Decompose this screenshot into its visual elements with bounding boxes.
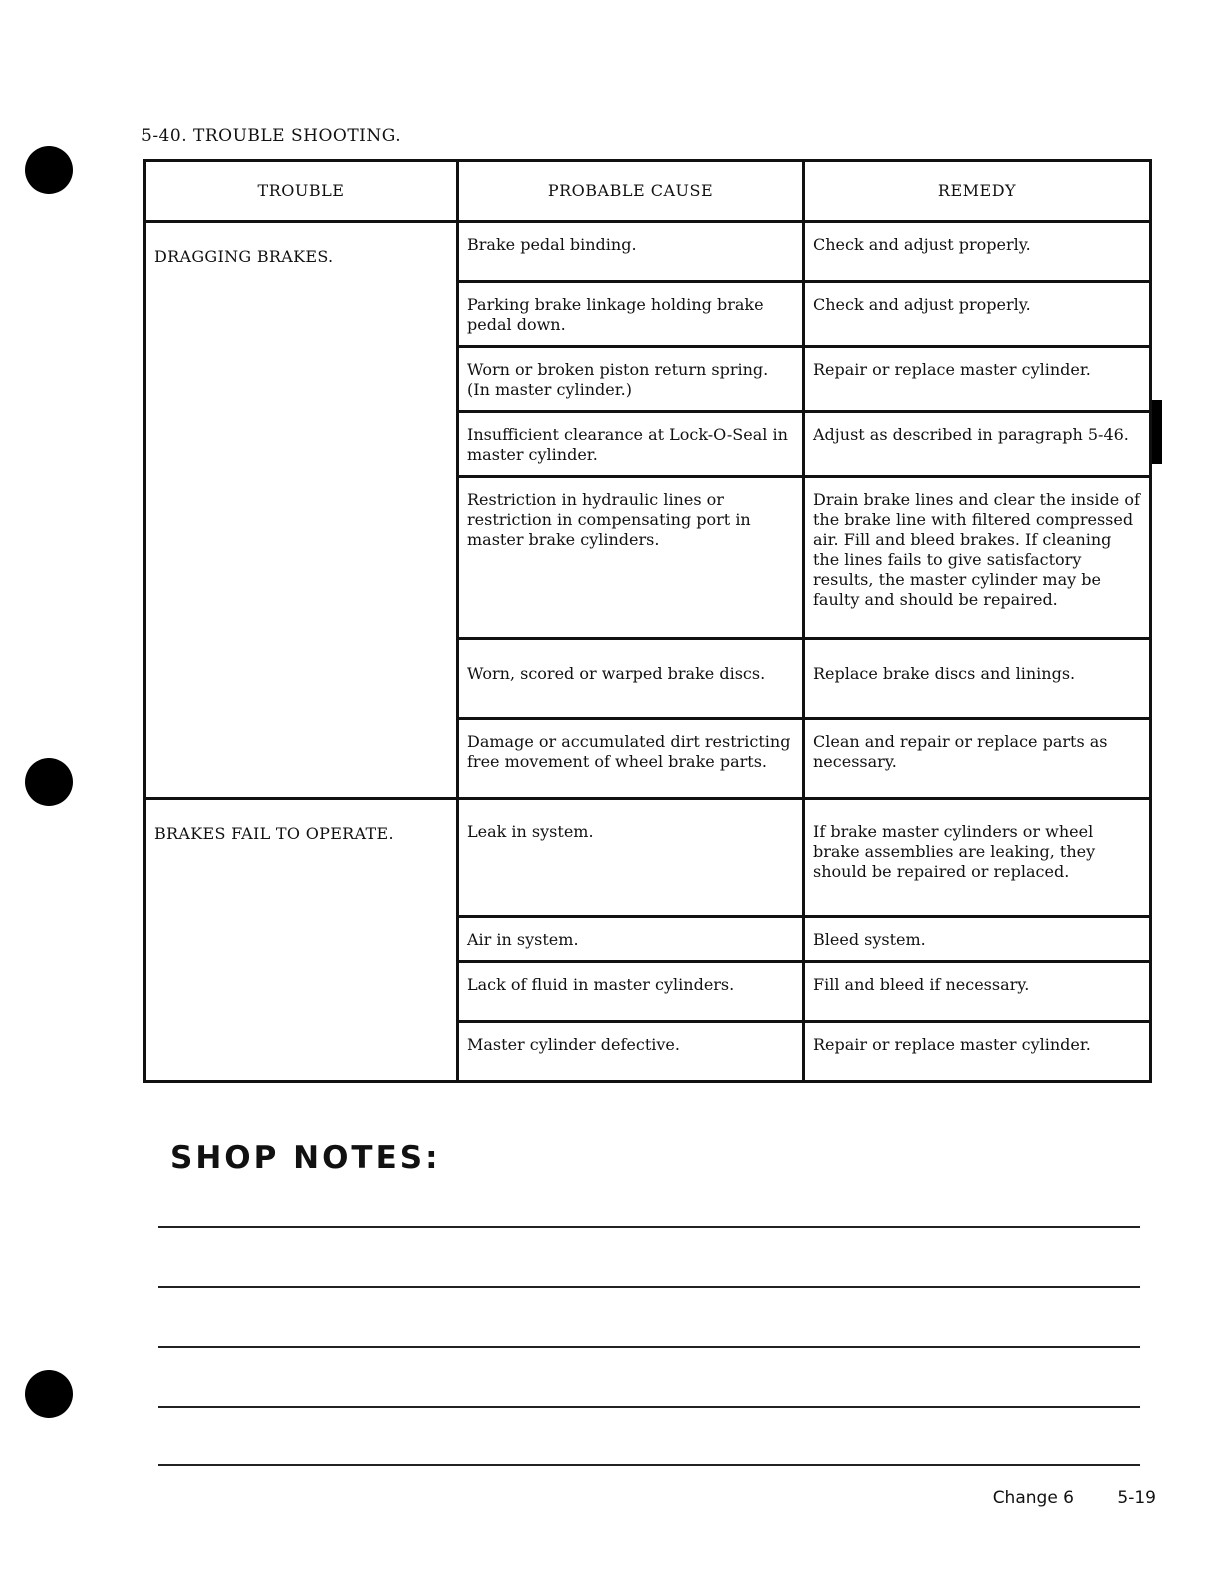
trouble-cell: DRAGGING BRAKES. bbox=[145, 222, 458, 799]
note-line bbox=[158, 1226, 1140, 1228]
cause-cell: Lack of fluid in master cylinders. bbox=[458, 962, 804, 1022]
section-heading: 5-40. TROUBLE SHOOTING. bbox=[141, 126, 402, 146]
page-number: 5-19 bbox=[1117, 1488, 1156, 1508]
binder-hole bbox=[25, 1370, 73, 1418]
change-bar bbox=[1152, 400, 1162, 464]
cause-cell: Insufficient clearance at Lock-O-Seal in master cylinder. bbox=[458, 412, 804, 477]
change-label: Change 6 bbox=[992, 1488, 1074, 1508]
remedy-cell: Repair or replace master cylinder. bbox=[804, 1022, 1151, 1082]
cause-cell: Air in system. bbox=[458, 917, 804, 962]
trouble-cell: BRAKES FAIL TO OPERATE. bbox=[145, 799, 458, 1082]
header-trouble: TROUBLE bbox=[145, 161, 458, 222]
remedy-cell: Check and adjust properly. bbox=[804, 222, 1151, 282]
note-line bbox=[158, 1286, 1140, 1288]
cause-cell: Damage or accumulated dirt restricting free movement of wheel brake parts. bbox=[458, 719, 804, 799]
table-row bbox=[145, 799, 1151, 917]
binder-hole bbox=[25, 758, 73, 806]
note-line bbox=[158, 1406, 1140, 1408]
remedy-cell: If brake master cylinders or wheel brake assemblies are leaking, they should be repaired or replaced. bbox=[804, 799, 1151, 917]
header-remedy: REMEDY bbox=[804, 161, 1151, 222]
cause-cell: Master cylinder defective. bbox=[458, 1022, 804, 1082]
note-line bbox=[158, 1464, 1140, 1466]
cause-cell: Brake pedal binding. bbox=[458, 222, 804, 282]
note-line bbox=[158, 1346, 1140, 1348]
remedy-cell: Check and adjust properly. bbox=[804, 282, 1151, 347]
remedy-cell: Clean and repair or replace parts as necessary. bbox=[804, 719, 1151, 799]
remedy-cell: Repair or replace master cylinder. bbox=[804, 347, 1151, 412]
table-header-row bbox=[145, 161, 1151, 222]
remedy-cell: Replace brake discs and linings. bbox=[804, 639, 1151, 719]
cause-cell: Leak in system. bbox=[458, 799, 804, 917]
cause-cell: Worn, scored or warped brake discs. bbox=[458, 639, 804, 719]
table-row bbox=[145, 222, 1151, 282]
remedy-cell: Fill and bleed if necessary. bbox=[804, 962, 1151, 1022]
remedy-cell: Drain brake lines and clear the inside of the brake line with filtered compressed air. Fill and bleed brakes. If cleaning the lines fails to give satisfactory results, the master cylinder may be faulty and should be repaired. bbox=[804, 477, 1151, 639]
cause-cell: Parking brake linkage holding brake pedal down. bbox=[458, 282, 804, 347]
header-probable-cause: PROBABLE CAUSE bbox=[458, 161, 804, 222]
cause-cell: Worn or broken piston return spring. (In master cylinder.) bbox=[458, 347, 804, 412]
binder-hole bbox=[25, 146, 73, 194]
remedy-cell: Adjust as described in paragraph 5-46. bbox=[804, 412, 1151, 477]
troubleshooting-table-wrapper bbox=[143, 159, 1149, 1083]
shop-notes-title: SHOP NOTES: bbox=[170, 1140, 441, 1176]
cause-cell: Restriction in hydraulic lines or restriction in compensating port in master brake cylinders. bbox=[458, 477, 804, 639]
troubleshooting-table bbox=[143, 159, 1152, 1083]
page-footer bbox=[993, 1488, 1156, 1508]
remedy-cell: Bleed system. bbox=[804, 917, 1151, 962]
